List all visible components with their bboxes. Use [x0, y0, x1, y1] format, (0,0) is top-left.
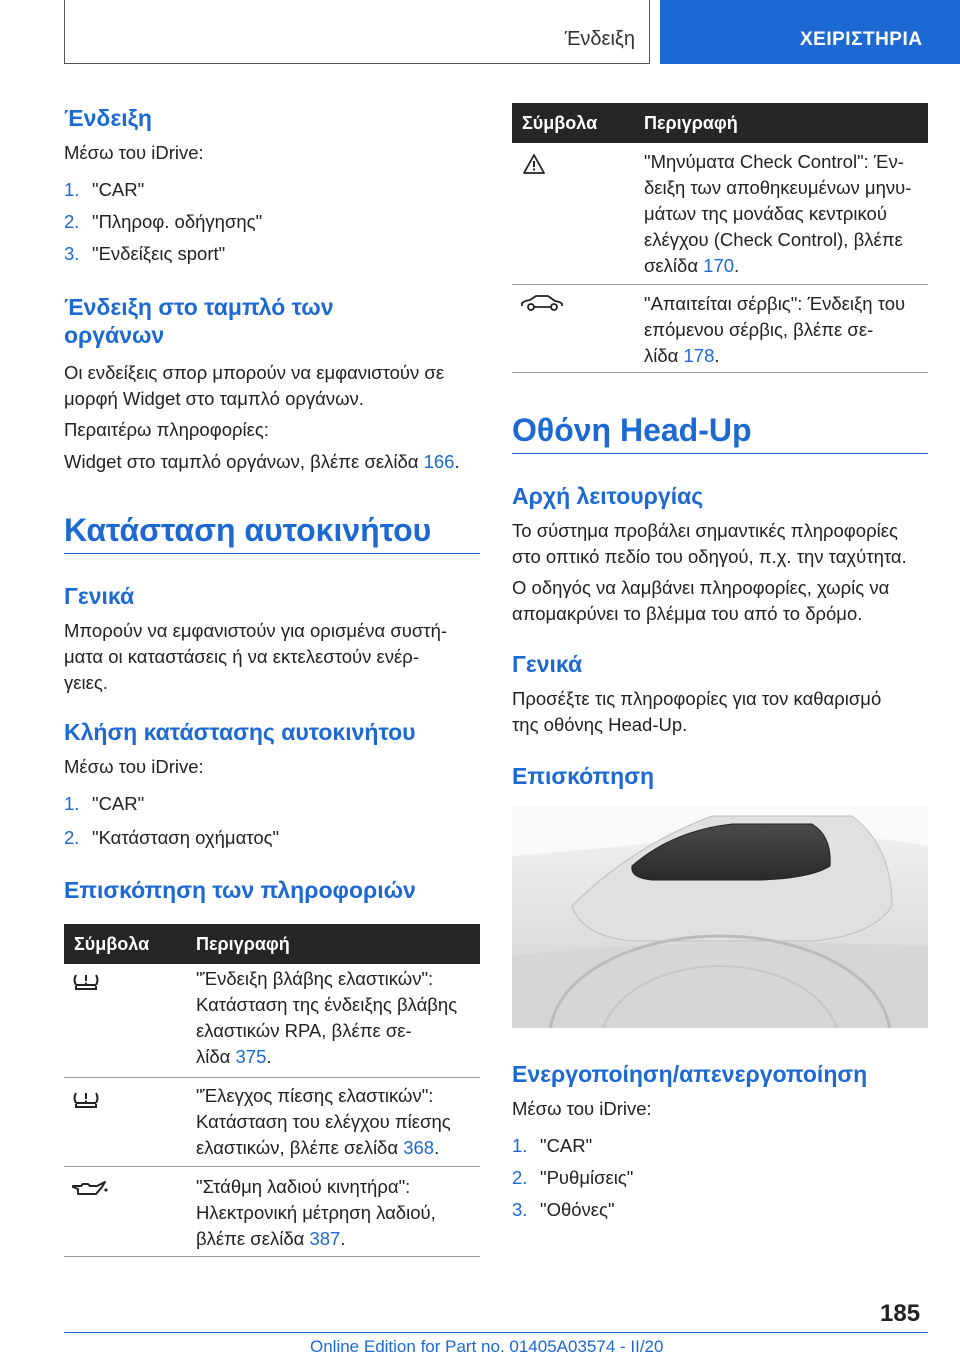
heading-vehicle-status: Κατάσταση αυτοκινήτου — [64, 512, 432, 548]
heading-principle: Αρχή λειτουργίας — [512, 483, 704, 509]
table-row: "Απαιτείται σέρβις": Ένδειξη του επόμενου σέρβις, βλέπε σε- λίδα 178. — [644, 293, 906, 366]
heading-on-off: Ενεργοποίηση/απενεργοποίηση — [512, 1061, 868, 1087]
column-description: Περιγραφή — [196, 934, 290, 954]
paragraph-general: Μπορούν να εμφανιστούν για ορισμένα συστή- ματα οι καταστάσεις ή να εκτελεστούν ενέρ- γειες. — [64, 620, 448, 693]
warning-triangle-icon — [522, 153, 546, 175]
table-row: "Ένδειξη βλάβης ελαστικών": Κατάσταση της ένδειξης βλάβης ελαστικών RPA, βλέπε σε- λίδα 375. — [196, 968, 458, 1067]
column-symbols: Σύμβολα — [522, 113, 598, 133]
table-row: "Μηνύματα Check Control": Έν- δειξη των αποθηκευμένων μηνυ- μάτων της μονάδας κεντρικού ελέγχου (Check Control), βλέπε σελίδα 170. — [644, 151, 912, 276]
row-separator — [64, 1256, 480, 1257]
page-link[interactable]: 368 — [403, 1137, 435, 1158]
heading-overview: Επισκόπηση — [512, 763, 654, 789]
list-item: 3. "Ενδείξεις sport" — [64, 243, 226, 264]
page-link[interactable]: 387 — [309, 1228, 341, 1249]
list-item: 1. "CAR" — [512, 1135, 593, 1156]
via-idrive-1: Μέσω του iDrive: — [64, 142, 204, 163]
heading-rule — [64, 553, 480, 554]
footer-edition: Online Edition for Part no. 01405A03574 - II/20 — [310, 1337, 664, 1356]
car-service-icon — [520, 294, 564, 312]
page-link[interactable]: 375 — [235, 1046, 267, 1067]
heading-info-overview: Επισκόπηση των πληροφοριών — [64, 877, 416, 903]
list-item: 3. "Οθόνες" — [512, 1199, 615, 1220]
page-link[interactable]: 166 — [423, 451, 455, 472]
table-row: "Στάθμη λαδιού κινητήρα": Ηλεκτρονική μέτρηση λαδιού, βλέπε σελίδα 387. — [196, 1176, 436, 1249]
heading-call-status: Κλήση κατάστασης αυτοκινήτου — [64, 719, 416, 745]
column-symbols: Σύμβολα — [74, 934, 150, 954]
page-link[interactable]: 178 — [683, 345, 715, 366]
via-idrive-2: Μέσω του iDrive: — [64, 756, 204, 777]
list-item: 2. "Πληροφ. οδήγησης" — [64, 211, 263, 232]
footer-rule — [64, 1332, 928, 1333]
row-separator — [512, 284, 928, 285]
paragraph-principle: Το σύστημα προβάλει σημαντικές πληροφορίες στο οπτικό πεδίο του οδηγού, π.χ. την ταχύτητα. — [512, 520, 907, 567]
row-separator — [64, 1077, 480, 1078]
via-idrive-3: Μέσω του iDrive: — [512, 1098, 652, 1119]
heading-cluster: Ένδειξη στο ταμπλό των οργάνων — [64, 294, 334, 348]
heading-general: Γενικά — [64, 583, 135, 609]
paragraph-principle-2: Ο οδηγός να λαμβάνει πληροφορίες, χωρίς να απομακρύνει το βλέμμα του από το δρόμο. — [512, 577, 890, 624]
paragraph-general: Προσέξτε τις πληροφορίες για τον καθαρισμό της οθόνης Head-Up. — [512, 688, 882, 735]
row-separator — [64, 1166, 480, 1167]
paragraph-more-info: Περαιτέρω πληροφορίες: — [64, 419, 269, 440]
column-description: Περιγραφή — [644, 113, 738, 133]
heading-general: Γενικά — [512, 651, 583, 677]
table-header — [64, 924, 480, 964]
head-up-display-photo — [512, 806, 928, 1028]
paragraph-cluster: Οι ενδείξεις σπορ μπορούν να εμφανιστούν σε μορφή Widget στο ταμπλό οργάνων. — [64, 362, 445, 409]
header-section: Ένδειξη — [564, 28, 635, 50]
header-box — [64, 0, 650, 64]
table-header — [512, 103, 928, 143]
list-item: 1. "CAR" — [64, 179, 145, 200]
header-chapter: ΧΕΙΡΙΣΤΗΡΙΑ — [800, 29, 923, 50]
page-number: 185 — [880, 1300, 921, 1327]
heading-display: Ένδειξη — [64, 105, 152, 131]
heading-head-up-display: Οθόνη Head-Up — [512, 412, 752, 448]
tire-pressure-icon — [72, 1090, 100, 1110]
oil-can-icon — [70, 1178, 110, 1200]
list-item: 2. "Ρυθμίσεις" — [512, 1167, 634, 1188]
heading-rule — [512, 453, 928, 454]
row-separator — [512, 372, 928, 373]
tire-warning-icon — [72, 972, 100, 992]
page-link[interactable]: 170 — [703, 255, 735, 276]
list-item: 1. "CAR" — [64, 793, 145, 814]
list-item: 2. "Κατάσταση οχήματος" — [64, 827, 280, 848]
table-row: "Έλεγχος πίεσης ελαστικών": Κατάσταση του ελέγχου πίεσης ελαστικών, βλέπε σελίδα 368. — [196, 1085, 451, 1158]
paragraph-widget: Widget στο ταμπλό οργάνων, βλέπε σελίδα 166. — [64, 451, 460, 472]
header-chapter-tab[interactable] — [660, 0, 960, 64]
